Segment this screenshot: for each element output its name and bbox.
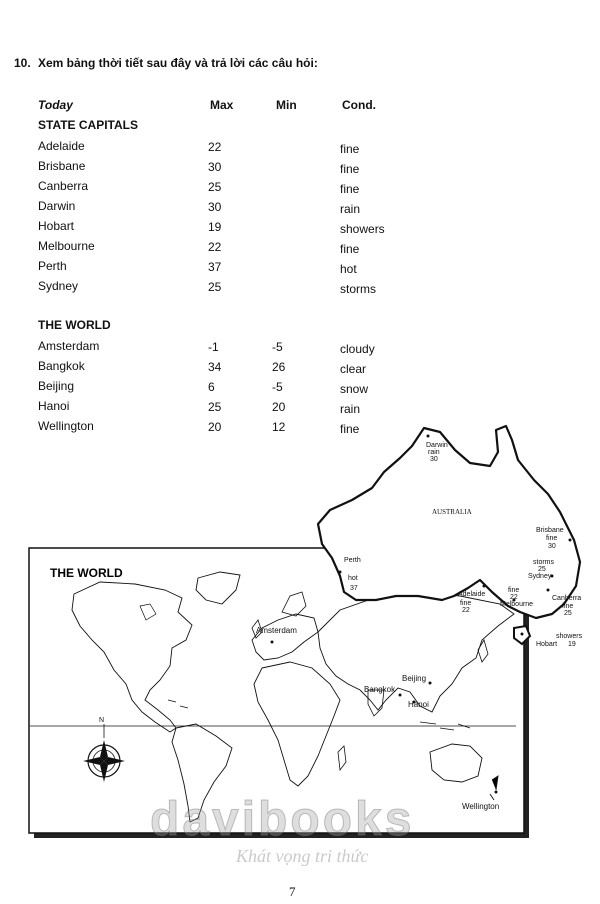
condition: fine — [340, 142, 360, 156]
city-name: Adelaide — [38, 139, 85, 153]
condition: clear — [340, 362, 367, 376]
map-label-hanoi: Hanoi — [408, 700, 429, 709]
label-darwin-temp: 30 — [430, 456, 438, 463]
max-temp: 22 — [208, 140, 222, 154]
city-name: Wellington — [38, 419, 94, 433]
header-today: Today — [38, 98, 73, 112]
label-perth-city: Perth — [344, 557, 361, 564]
condition: fine — [340, 422, 360, 436]
condition: snow — [340, 382, 369, 396]
label-darwin-cond: rain — [428, 449, 440, 456]
min-temp: 26 — [272, 360, 286, 374]
city-name: Brisbane — [38, 159, 86, 173]
condition: rain — [340, 202, 361, 216]
min-temp: 12 — [272, 420, 286, 434]
city-name: Melbourne — [38, 239, 95, 253]
city-name: Perth — [38, 259, 67, 273]
label-canberra-temp: 25 — [564, 610, 572, 617]
header-min: Min — [276, 98, 297, 112]
map-label-bangkok: Bangkok — [364, 685, 396, 694]
city-name: Hobart — [38, 219, 75, 233]
condition: fine — [340, 162, 360, 176]
city-name: Beijing — [38, 379, 75, 393]
city-name: Canberra — [38, 179, 89, 193]
watermark-slogan: Khát vọng tri thức — [236, 846, 369, 866]
condition: hot — [340, 262, 357, 276]
label-adelaide-cond: fine — [460, 600, 472, 607]
city-name: Sydney — [38, 279, 79, 293]
svg-text:N: N — [99, 717, 105, 724]
max-temp: 25 — [208, 400, 222, 414]
city-name: Hanoi — [38, 399, 70, 413]
condition: fine — [340, 182, 360, 196]
map-label-amsterdam: Amsterdam — [256, 626, 297, 635]
australia-title: AUSTRALIA — [432, 508, 472, 516]
max-temp: 19 — [208, 220, 222, 234]
header-max: Max — [210, 98, 234, 112]
section-state-capitals: STATE CAPITALS — [38, 118, 138, 132]
max-temp: 30 — [208, 160, 222, 174]
label-sydney-temp: 25 — [538, 566, 546, 573]
label-perth-temp: 37 — [350, 585, 358, 592]
section-the-world: THE WORLD — [38, 318, 111, 332]
max-temp: 22 — [208, 240, 222, 254]
city-name: Bangkok — [38, 359, 85, 373]
max-temp: -1 — [208, 340, 219, 354]
map-label-wellington: Wellington — [462, 802, 500, 811]
condition: showers — [340, 222, 385, 236]
page-number: 7 — [289, 884, 296, 899]
label-brisbane-cond: fine — [546, 535, 558, 542]
max-temp: 25 — [208, 180, 222, 194]
label-perth-cond: hot — [348, 575, 358, 582]
min-temp: -5 — [272, 340, 283, 354]
label-hobart-city: Hobart — [536, 641, 558, 648]
max-temp: 34 — [208, 360, 222, 374]
question-text: Xem bảng thời tiết sau đây và trả lời các câu hỏi: — [38, 56, 318, 70]
label-melbourne-temp: 22 — [510, 594, 518, 601]
world-map-title: THE WORLD — [50, 566, 123, 580]
label-canberra-city: Canberra — [552, 595, 582, 602]
condition: rain — [340, 402, 361, 416]
label-melbourne-city: Melbourne — [500, 601, 534, 608]
label-hobart-temp: 19 — [568, 641, 576, 648]
header-cond: Cond. — [342, 98, 376, 112]
condition: fine — [340, 242, 360, 256]
label-sydney-city: Sydney — [528, 573, 552, 580]
label-canberra-cond: fine — [562, 603, 574, 610]
map-label-beijing: Beijing — [402, 674, 427, 683]
maps-illustration — [0, 420, 600, 840]
city-name: Darwin — [38, 199, 76, 213]
label-brisbane-temp: 30 — [548, 543, 556, 550]
max-temp: 30 — [208, 200, 222, 214]
city-name: Amsterdam — [38, 339, 100, 353]
label-sydney-cond: storms — [533, 559, 554, 566]
label-adelaide-temp: 22 — [462, 607, 470, 614]
label-hobart-cond: showers — [556, 633, 583, 640]
question-number: 10. — [14, 56, 31, 70]
label-melbourne-cond: fine — [508, 587, 520, 594]
watermark-brand: davibooks — [150, 793, 415, 846]
max-temp: 6 — [208, 380, 215, 394]
label-darwin-city: Darwin — [426, 442, 448, 449]
label-adelaide-city: Adelaide — [458, 591, 486, 598]
label-brisbane-city: Brisbane — [536, 527, 564, 534]
max-temp: 25 — [208, 280, 222, 294]
max-temp: 37 — [208, 260, 222, 274]
min-temp: 20 — [272, 400, 286, 414]
condition: cloudy — [340, 342, 375, 356]
max-temp: 20 — [208, 420, 222, 434]
condition: storms — [340, 282, 376, 296]
min-temp: -5 — [272, 380, 283, 394]
